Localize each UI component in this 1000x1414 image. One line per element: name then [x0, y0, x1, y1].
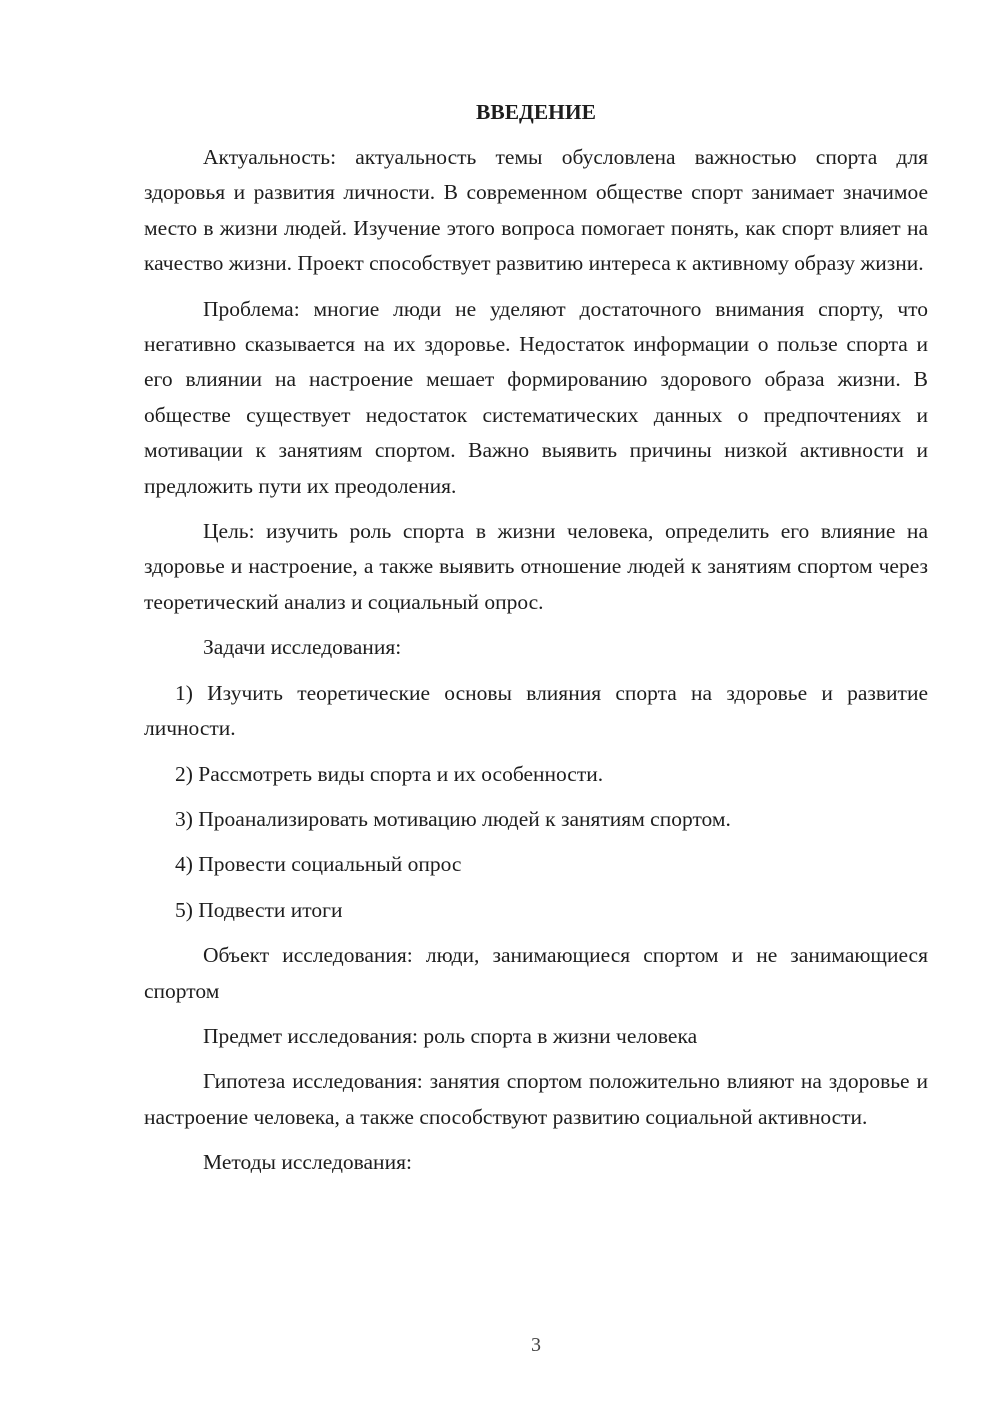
page-title: ВВЕДЕНИЕ [476, 100, 596, 124]
object-paragraph: Объект исследования: люди, занимающиеся спортом и не занимающиеся спортом [144, 943, 928, 1003]
hypothesis-paragraph: Гипотеза исследования: занятия спортом положительно влияют на здоровье и настроение человека, а также способствуют развитию социальной активности. [144, 1069, 928, 1129]
task-item: 4) Провести социальный опрос [175, 852, 462, 877]
tasks-heading: Задачи исследования: [203, 635, 402, 660]
problem-paragraph: Проблема: многие люди не уделяют достаточного внимания спорту, что негативно сказывается на их здоровье. Недостаток информации о пользе спорта и его влиянии на настроение мешает формированию здорового образа жизни. В обществе существует недостаток систематических данных о предпочтениях и мотивации к занятиям спортом. Важно выявить причины низкой активности и предложить пути их преодоления. [144, 296, 928, 498]
task-item: 1) Изучить теоретические основы влияния спорта на здоровье и развитие личности. [144, 680, 928, 741]
page-number: 3 [531, 1334, 541, 1356]
task-item: 3) Проанализировать мотивацию людей к занятиям спортом. [175, 806, 731, 831]
task-item: 2) Рассмотреть виды спорта и их особенности. [175, 761, 604, 786]
goal-paragraph: Цель: изучить роль спорта в жизни человека, определить его влияние на здоровье и настроение, а также выявить отношение людей к занятиям спортом через теоретический анализ и социальный опрос. [144, 519, 928, 614]
relevance-paragraph: Актуальность: актуальность темы обусловлена важностью спорта для здоровья и развития личности. В современном обществе спорт занимает значимое место в жизни людей. Изучение этого вопроса помогает понять, как спорт влияет на качество жизни. Проект способствует развитию интереса к активному образу жизни. [144, 145, 928, 276]
page-content [144, 95, 928, 1191]
subject-paragraph: Предмет исследования: роль спорта в жизни человека [203, 1023, 698, 1048]
task-item: 5) Подвести итоги [175, 897, 343, 922]
methods-heading: Методы исследования: [203, 1150, 412, 1175]
